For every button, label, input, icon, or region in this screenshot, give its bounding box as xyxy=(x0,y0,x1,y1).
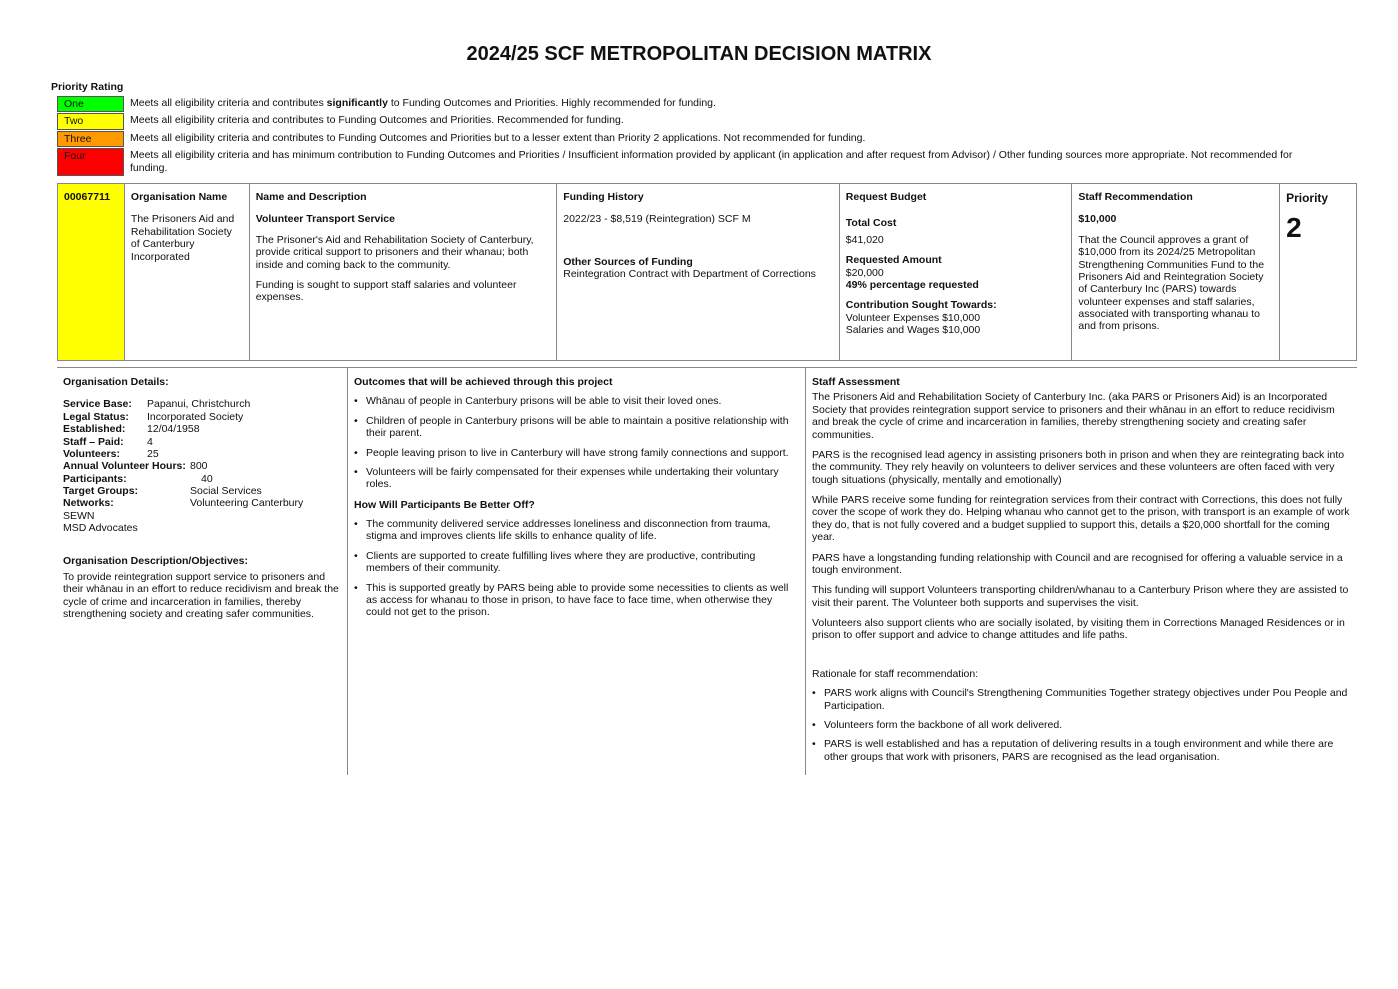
priority-level-cell: Two xyxy=(57,113,124,129)
project-name: Volunteer Transport Service xyxy=(255,213,395,226)
other-sources-header: Other Sources of Funding xyxy=(563,255,693,268)
total-cost: $41,020 xyxy=(845,233,884,246)
total-cost-label: Total Cost xyxy=(845,217,897,230)
list-item: • Whānau of people in Canterbury prisons will be able to visit their loved ones. xyxy=(354,395,799,407)
detail-networks: Networks: Volunteering Canterbury xyxy=(63,497,304,510)
priority-level-cell: Four xyxy=(57,148,124,176)
detail-network-item: MSD Advocates xyxy=(63,522,138,535)
detail-target-groups: Target Groups: Social Services xyxy=(63,485,262,497)
organisation-details-column xyxy=(57,368,348,775)
priority-rating-legend xyxy=(57,96,1319,177)
priority-description: Meets all eligibility criteria and contributes to Funding Outcomes and Priorities. Recommended for funding. xyxy=(130,114,624,127)
outcomes-list xyxy=(354,395,799,490)
request-budget-cell xyxy=(840,184,1073,360)
detail-volunteers: Volunteers: 25 xyxy=(63,447,159,460)
funding-history: 2022/23 - $8,519 (Reintegration) SCF M xyxy=(563,213,751,226)
org-name: The Prisoners Aid and Rehabilitation Society of Canterbury Incorporated xyxy=(130,213,235,263)
priority-header: Priority xyxy=(1286,191,1329,205)
better-off-list xyxy=(354,518,799,619)
project-description: The Prisoner's Aid and Rehabilitation Society of Canterbury, provide critical support to prisoners and their whanau; both inside and coming back to the community. xyxy=(255,233,534,271)
list-item: • People leaving prison to live in Canterbury will have strong family connections and support. xyxy=(354,447,799,459)
assessment-paragraph: This funding will support Volunteers transporting children/whanau to a Canterbury Prison where they are assisted to visit their parent. The Volunteer both supports and supervises the visit. xyxy=(812,584,1349,609)
application-id: 00067711 xyxy=(58,184,125,360)
detail-participants: Participants: 40 xyxy=(63,472,213,485)
org-name-header: Organisation Name xyxy=(130,191,228,203)
org-description: To provide reintegration support service to prisoners and their whānau in an effort to reduce recidivism and break the cycle of crime and incarceration in families, thereby strengthening society and creating safer communities. xyxy=(63,570,339,620)
other-sources: Reintegration Contract with Department of Corrections xyxy=(563,268,816,281)
list-item: • Children of people in Canterbury prisons will be able to maintain a positive relationship with their parent. xyxy=(354,415,799,440)
list-item: • PARS is well established and has a reputation of delivering results in a tough environment and while there are other groups that work with prisoners, PARS are recognised as the lead organisation. xyxy=(812,738,1351,763)
percentage-requested: 49% percentage requested xyxy=(845,278,979,291)
list-item: • Volunteers will be fairly compensated for their expenses while undertaking their voluntary roles. xyxy=(354,466,799,491)
priority-row-three xyxy=(57,131,1319,147)
detail-annual-hours: Annual Volunteer Hours: 800 xyxy=(63,460,208,473)
priority-description: Meets all eligibility criteria and has minimum contribution to Funding Outcomes and Priorities / Insufficient information provided by applicant (in application and after request from Advisor) / Other funding sources more appropriate. Not recommended for funding. xyxy=(130,149,1293,174)
priority-value: 2 xyxy=(1286,212,1302,244)
detail-legal-status: Legal Status: Incorporated Society xyxy=(63,410,244,423)
funding-history-header: Funding History xyxy=(563,191,644,203)
list-item: • Volunteers form the backbone of all work delivered. xyxy=(812,719,1351,731)
list-item: • PARS work aligns with Council's Strengthening Communities Together strategy objectives under Pou People and Participation. xyxy=(812,687,1351,712)
details-section xyxy=(57,368,1357,775)
priority-level-cell: One xyxy=(57,96,124,112)
contribution-label: Contribution Sought Towards: xyxy=(845,299,997,312)
priority-description: Meets all eligibility criteria and contributes to Funding Outcomes and Priorities but to a lesser extent than Priority 2 applications. Not recommended for funding. xyxy=(130,131,866,144)
priority-row-four xyxy=(57,148,1319,176)
org-description-header: Organisation Description/Objectives: xyxy=(63,554,248,567)
outcomes-column xyxy=(348,368,806,775)
staff-recommendation-text: That the Council approves a grant of $10,000 from its 2024/25 Metropolitan Strengthening Communities Fund to the Prisoners Aid and Reintegration Society of Canterbury Inc (PARS) towards volunteer expenses and staff salaries, associated with transporting whanau to and from prisons. xyxy=(1078,233,1265,333)
detail-established: Established: 12/04/1958 xyxy=(63,423,200,436)
detail-service-base: Service Base: Papanui, Christchurch xyxy=(63,398,251,411)
priority-description: Meets all eligibility criteria and contributes significantly to Funding Outcomes and Priorities. Highly recommended for funding. xyxy=(130,97,716,109)
detail-network-item: SEWN xyxy=(63,509,95,522)
staff-assessment-header: Staff Assessment xyxy=(812,376,900,388)
rationale-list xyxy=(812,687,1351,763)
staff-assessment-column xyxy=(806,368,1357,775)
better-off-header: How Will Participants Be Better Off? xyxy=(354,498,535,511)
requested-amount-label: Requested Amount xyxy=(845,254,942,267)
assessment-paragraph: Volunteers also support clients who are socially isolated, by visiting them in Corrections Managed Residences or in prison to offer support and advice to change attitudes and life paths. xyxy=(812,617,1345,642)
list-item: • This is supported greatly by PARS being able to provide some necessities to clients as well as access for whanau to those in prison, to have face to face time, when otherwise they could not get to the prison. xyxy=(354,582,799,619)
name-description-cell xyxy=(250,184,558,360)
priority-rating-label: Priority Rating xyxy=(51,81,124,93)
outcomes-header: Outcomes that will be achieved through this project xyxy=(354,376,613,388)
assessment-paragraph: PARS is the recognised lead agency in assisting prisoners both in prison and when they are reintegrating back into the community. They rely heavily on volunteers to deliver services and these volunteers are often faced with very tough situations (physically, mentally and emotionally) xyxy=(812,448,1345,486)
detail-staff-paid: Staff – Paid: 4 xyxy=(63,435,153,448)
priority-row-one xyxy=(57,96,1319,112)
staff-recommendation-amount: $10,000 xyxy=(1078,213,1117,226)
org-details-header: Organisation Details: xyxy=(63,376,169,388)
assessment-paragraph: The Prisoners Aid and Rehabilitation Society of Canterbury Inc. (aka PARS or Prisoners Aid) is an Incorporated Society that provides reintegration support service to prisoners and their whānau in an effort to reduce recidivism and break the cycle of crime and incarceration in families, thereby strengthening society and creating safer communities. xyxy=(812,391,1335,441)
priority-cell xyxy=(1280,184,1356,360)
funding-history-cell xyxy=(557,184,840,360)
page-title: 2024/25 SCF METROPOLITAN DECISION MATRIX xyxy=(466,43,932,65)
staff-recommendation-header: Staff Recommendation xyxy=(1078,191,1193,203)
contribution-item: Salaries and Wages $10,000 xyxy=(845,324,981,336)
assessment-paragraph: PARS have a longstanding funding relationship with Council and are recognised for offering a valuable service in a tough environment. xyxy=(812,551,1343,576)
list-item: • The community delivered service addresses loneliness and disconnection from trauma, stigma and improves clients life skills to enhance quality of life. xyxy=(354,518,799,543)
requested-amount: $20,000 xyxy=(845,266,884,279)
list-item: • Clients are supported to create fulfilling lives where they are productive, contributing members of their community. xyxy=(354,550,799,575)
name-description-header: Name and Description xyxy=(255,191,367,203)
assessment-paragraph: While PARS receive some funding for reintegration services from their contract with Corrections, this does not fully cover the scope of work they do. Helping whanau who cannot get to the prison, with transport is an example of work they do, that is not fully covered and a budget supplied to support this, details a $20,000 shortfall for the coming year. xyxy=(812,494,1350,544)
application-summary-row xyxy=(57,183,1357,361)
funding-sought: Funding is sought to support staff salaries and volunteer expenses. xyxy=(255,278,517,304)
request-budget-header: Request Budget xyxy=(845,191,927,203)
organisation-name-cell xyxy=(125,184,250,360)
priority-row-two xyxy=(57,113,1319,129)
contribution-item: Volunteer Expenses $10,000 xyxy=(845,311,981,324)
rationale-header: Rationale for staff recommendation: xyxy=(812,667,979,680)
priority-level-cell: Three xyxy=(57,131,124,147)
staff-recommendation-cell xyxy=(1072,184,1280,360)
